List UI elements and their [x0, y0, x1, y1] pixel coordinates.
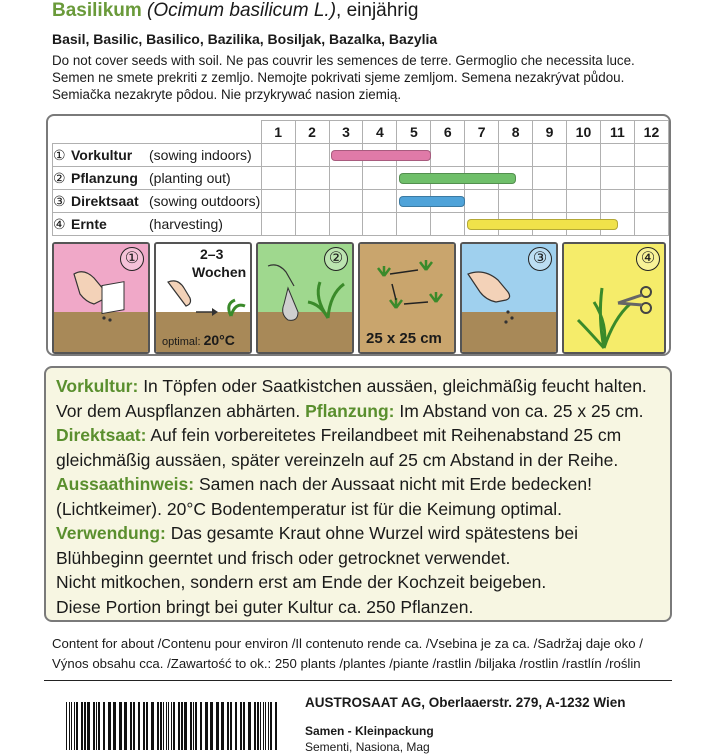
row-number: ④: [53, 215, 66, 232]
instruction-line: [56, 521, 670, 546]
instruction-line: [56, 399, 670, 424]
content-line: Content for about /Contenu pour environ /Il contenuto rende ca. /Vsebina je za ca. /Sadržaj daje oko /: [52, 636, 643, 651]
instruction-line: [56, 374, 670, 399]
month-cell: [363, 190, 397, 213]
month-header: 9: [533, 121, 567, 144]
instruction-text: Nicht mitkochen, sondern erst am Ende der Kochzeit beigeben.: [56, 572, 547, 592]
instruction-line: [56, 546, 670, 571]
spacing-label: 25 x 25 cm: [366, 330, 442, 347]
barcode-bar: [166, 702, 167, 750]
barcode-bar: [195, 702, 197, 750]
month-cell: [329, 213, 363, 236]
barcode-bar: [254, 702, 256, 750]
instruction-text: Diese Portion bringt bei guter Kultur ca. 250 Pflanzen.: [56, 596, 474, 617]
panel-sowing-indoors: [52, 242, 150, 354]
calendar-bar: [399, 173, 516, 184]
barcode-bar: [93, 702, 95, 750]
barcode-bar: [124, 702, 127, 750]
month-cell: [533, 167, 567, 190]
month-cell: [499, 190, 533, 213]
barcode-bar: [216, 702, 219, 750]
month-cell: [566, 167, 600, 190]
month-cell: [295, 144, 329, 167]
month-cell: [566, 190, 600, 213]
month-cell: [261, 190, 295, 213]
barcode-bar: [74, 702, 75, 750]
barcode-bar: [221, 702, 224, 750]
instruction-text: Das gesamte Kraut ohne Wurzel wird spätestens bei: [165, 523, 578, 543]
panel-germination: [154, 242, 252, 354]
lifecycle: , einjährig: [336, 0, 419, 21]
barcode-bar: [151, 702, 154, 750]
month-cell: [634, 167, 668, 190]
instruction-line: [56, 423, 670, 448]
month-cell: [566, 144, 600, 167]
panel-planting-out: [256, 242, 354, 354]
barcode-bar: [143, 702, 145, 750]
barcode-bar: [210, 702, 213, 750]
month-cell: [363, 213, 397, 236]
instruction-heading: Direktsaat:: [56, 425, 147, 445]
calendar-header-row: [53, 121, 669, 144]
barcode-bar: [243, 702, 245, 750]
month-header: 6: [431, 121, 465, 144]
barcode-bar: [96, 702, 97, 750]
barcode-bar: [103, 702, 105, 750]
month-header: 8: [499, 121, 533, 144]
temperature: optimal: 20°C: [162, 332, 235, 348]
month-cell: [533, 190, 567, 213]
title-line: [52, 0, 418, 22]
month-cell: [634, 144, 668, 167]
month-cell: [600, 190, 634, 213]
instruction-text: Samen nach der Aussaat nicht mit Erde bedecken!: [194, 474, 592, 494]
calendar-row-label: [53, 190, 262, 213]
barcode-bar: [108, 702, 111, 750]
barcode-bar: [69, 702, 70, 750]
month-cell: [261, 213, 295, 236]
barcode-bar: [263, 702, 264, 750]
instruction-heading: Vorkultur:: [56, 376, 139, 396]
instruction-line: [56, 595, 670, 620]
barcode-bar: [66, 702, 67, 750]
month-cell: [397, 213, 431, 236]
barcode-bar: [157, 702, 159, 750]
company-address: AUSTROSAAT AG, Oberlaaerstr. 279, A-1232 Wien: [305, 695, 626, 710]
barcode-bar: [163, 702, 164, 750]
calendar-bar: [467, 219, 618, 230]
row-label-en: (harvesting): [149, 215, 223, 232]
row-label-de: Pflanzung: [71, 169, 138, 186]
row-number: ①: [53, 146, 66, 163]
calendar-row-label: [53, 144, 262, 167]
barcode-bar: [113, 702, 116, 750]
month-cell: [295, 167, 329, 190]
barcode-bar: [133, 702, 135, 750]
month-cell: [465, 190, 499, 213]
barcode-bar: [190, 702, 192, 750]
barcode-bar: [146, 702, 148, 750]
row-label-de: Direktsaat: [71, 192, 139, 209]
calendar-row-label: [53, 213, 262, 236]
barcode-bar: [260, 702, 261, 750]
warning-line: Semiačka nezakryte pôdou. Nie przykrywać nasion ziemią.: [52, 87, 402, 102]
month-cell: [261, 144, 295, 167]
divider: [44, 680, 672, 681]
instruction-heading: Pflanzung:: [305, 400, 395, 421]
barcode-bar: [270, 702, 272, 750]
calendar-bar: [331, 150, 431, 161]
instruction-text: (Lichtkeimer). 20°C Bodentemperatur ist für die Keimung optimal.: [56, 498, 562, 519]
month-cell: [261, 167, 295, 190]
month-header: 4: [363, 121, 397, 144]
weeks-value: 2–3: [200, 246, 224, 262]
month-header: 11: [600, 121, 634, 144]
calendar-bar: [399, 196, 465, 207]
barcode-bar: [171, 702, 172, 750]
barcode-bar: [178, 702, 180, 750]
panel-spacing: [358, 242, 456, 354]
weeks-unit: Wochen: [192, 264, 247, 280]
instruction-text: Vor dem Auspflanzen abhärten.: [56, 400, 306, 421]
instruction-text: Blühbeginn geerntet und frisch oder getrocknet verwendet.: [56, 547, 511, 568]
step-circle: ①: [120, 247, 144, 271]
translated-names: Basil, Basilic, Basilico, Bazilika, Bosiljak, Bazalka, Bazylia: [52, 31, 438, 47]
barcode-bar: [119, 702, 122, 750]
month-header: 7: [465, 121, 499, 144]
barcode-bar: [84, 702, 86, 750]
month-header: 1: [261, 121, 295, 144]
barcode-bar: [71, 702, 72, 750]
month-cell: [431, 213, 465, 236]
barcode-bar: [248, 702, 251, 750]
barcode-bar: [205, 702, 208, 750]
instruction-line: [56, 448, 670, 473]
step-circle: ④: [636, 247, 660, 271]
barcode: [66, 702, 278, 750]
instruction-text: Im Abstand von ca. 25 x 25 cm.: [394, 400, 644, 421]
calendar-row-label: [53, 167, 262, 190]
instructions-box: [44, 366, 672, 622]
warning-line: Semen ne smete prekriti z zemljo. Nemojte pokrivati sjeme zemljom. Semena nezakrývat půdou.: [52, 70, 625, 85]
month-cell: [634, 190, 668, 213]
row-label-en: (sowing outdoors): [149, 192, 261, 209]
calendar-row: [53, 167, 669, 190]
month-cell: [499, 144, 533, 167]
month-cell: [295, 213, 329, 236]
step-circle: ③: [528, 247, 552, 271]
latin-name: (Ocimum basilicum L.): [147, 0, 337, 21]
barcode-bar: [268, 702, 269, 750]
instruction-line: [56, 497, 670, 522]
month-cell: [431, 144, 465, 167]
barcode-bar: [168, 702, 169, 750]
row-label-de: Vorkultur: [71, 146, 133, 163]
instruction-heading: Aussaathinweis:: [56, 474, 195, 494]
month-cell: [600, 167, 634, 190]
warning-line: Do not cover seeds with soil. Ne pas couvrir les semences de terre. Germoglio che necessita luce.: [52, 53, 635, 68]
barcode-bar: [98, 702, 100, 750]
month-cell: [329, 190, 363, 213]
calendar-corner: [53, 121, 262, 144]
step-circle: ②: [324, 247, 348, 271]
barcode-bar: [200, 702, 202, 750]
month-cell: [533, 144, 567, 167]
barcode-bar: [265, 702, 266, 750]
instruction-line: [56, 570, 670, 595]
instruction-text: In Töpfen oder Saatkistchen aussäen, gleichmäßig feucht halten.: [138, 376, 647, 396]
month-cell: [600, 144, 634, 167]
barcode-bar: [181, 702, 183, 750]
plant-name: Basilikum: [52, 0, 142, 21]
month-header: 3: [329, 121, 363, 144]
month-cell: [295, 190, 329, 213]
instruction-text: Auf fein vorbereitetes Freilandbeet mit Reihenabstand 25 cm: [146, 425, 622, 445]
panel-direct-sowing: [460, 242, 558, 354]
panel-harvest: [562, 242, 666, 354]
barcode-bar: [173, 702, 175, 750]
barcode-bar: [76, 702, 78, 750]
barcode-bar: [227, 702, 229, 750]
instruction-text: gleichmäßig aussäen, später vereinzeln auf 25 cm Abstand in der Reihe.: [56, 449, 619, 470]
barcode-bar: [235, 702, 237, 750]
barcode-bar: [130, 702, 132, 750]
barcode-bar: [257, 702, 259, 750]
row-number: ③: [53, 192, 66, 209]
month-cell: [363, 167, 397, 190]
month-header: 12: [634, 121, 668, 144]
content-line: Výnos obsahu cca. /Zawartość to ok.: 250 plants /plantes /piante /rastlin /biljaka /rostlin /rastlín /roślin: [52, 656, 641, 671]
barcode-bar: [275, 702, 277, 750]
month-header: 2: [295, 121, 329, 144]
packaging-label-2: Sementi, Nasiona, Mag: [305, 740, 430, 754]
month-cell: [465, 144, 499, 167]
barcode-bar: [230, 702, 232, 750]
barcode-bar: [240, 702, 242, 750]
row-number: ②: [53, 169, 66, 186]
row-label-en: (sowing indoors): [149, 146, 252, 163]
month-cell: [634, 213, 668, 236]
month-header: 5: [397, 121, 431, 144]
barcode-bar: [184, 702, 187, 750]
row-label-de: Ernte: [71, 215, 107, 232]
instruction-heading: Verwendung:: [56, 523, 166, 543]
barcode-bar: [160, 702, 162, 750]
row-label-en: (planting out): [149, 169, 231, 186]
packaging-label: Samen - Kleinpackung: [305, 724, 434, 738]
barcode-bar: [138, 702, 140, 750]
barcode-bar: [81, 702, 83, 750]
calendar-row: [53, 190, 669, 213]
month-header: 10: [566, 121, 600, 144]
instruction-line: [56, 472, 670, 497]
barcode-bar: [87, 702, 90, 750]
barcode-bar: [193, 702, 194, 750]
month-cell: [329, 167, 363, 190]
